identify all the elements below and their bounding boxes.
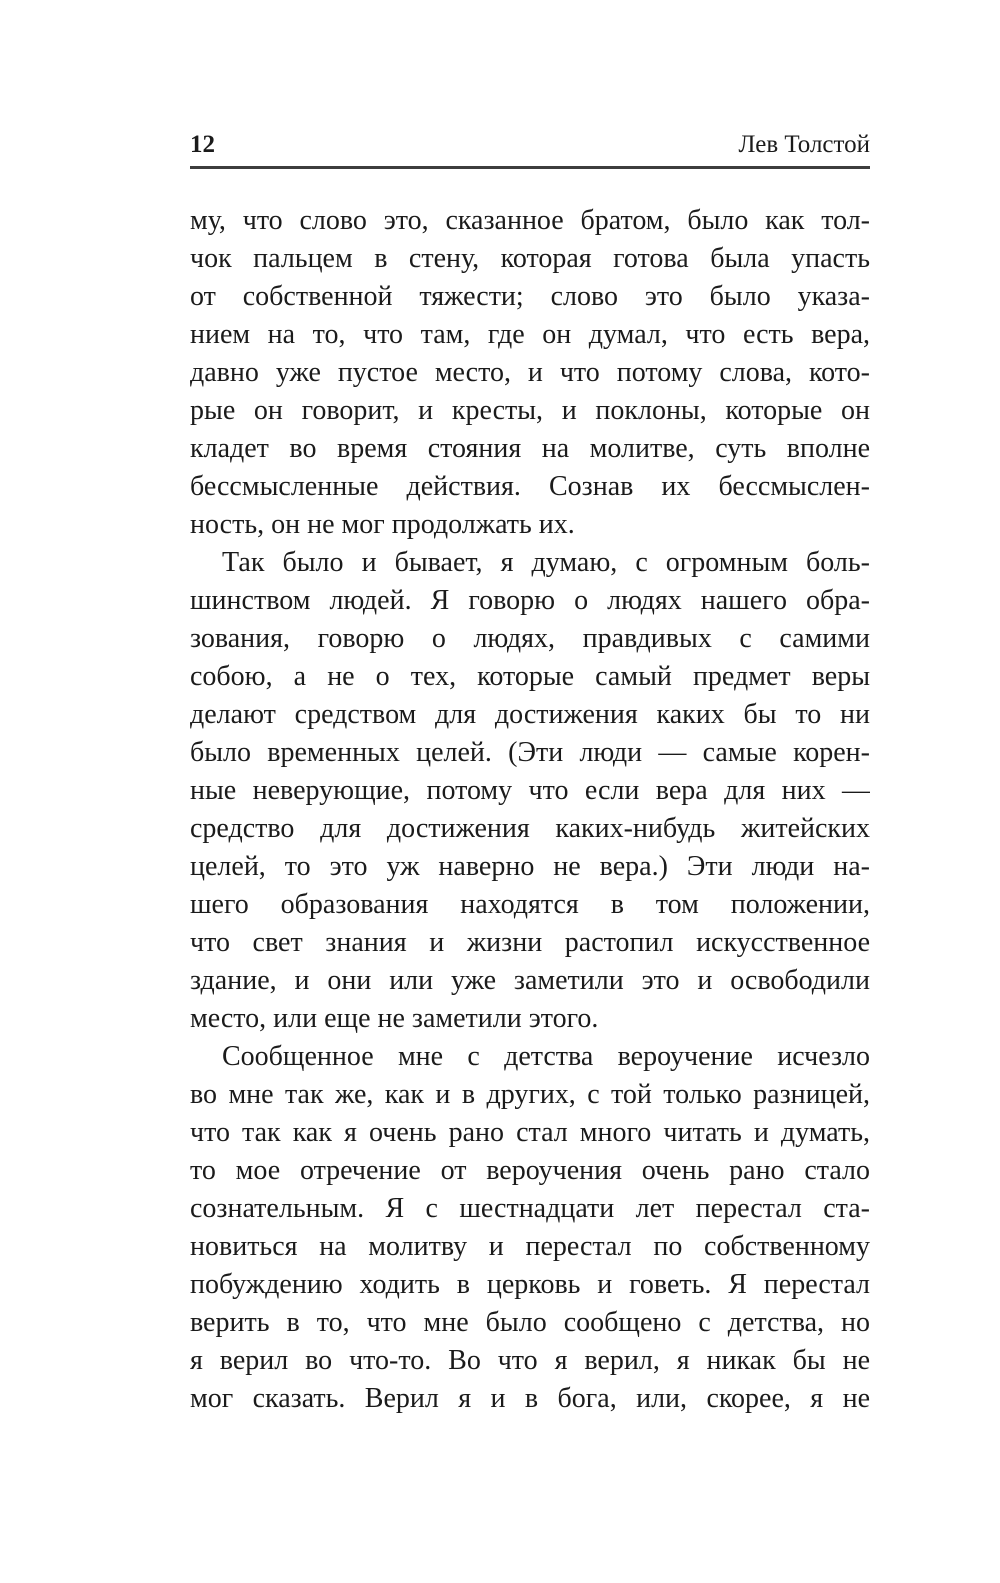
text-line: шинством людей. Я говорю о людях нашего обра-: [190, 585, 870, 616]
page-number: 12: [190, 131, 215, 158]
text-line: сознательным. Я с шестнадцати лет перестал ста-: [190, 1193, 870, 1224]
text-line: было временных целей. (Эти люди — самые корен-: [190, 737, 870, 768]
text-line: что свет знания и жизни растопил искусственное: [190, 927, 870, 958]
text-line: Сообщенное мне с детства вероучение исчезло: [222, 1041, 870, 1072]
text-line: от собственной тяжести; слово это было указа-: [190, 281, 870, 312]
text-line: кладет во время стояния на молитве, суть вполне: [190, 433, 870, 464]
text-line: я верил во что-то. Во что я верил, я никак бы не: [190, 1345, 870, 1376]
text-line: то мое отречение от вероучения очень рано стало: [190, 1155, 870, 1186]
author-name: Лев Толстой: [738, 131, 870, 158]
text-line: делают средством для достижения каких бы то ни: [190, 699, 870, 730]
paragraph-1: [190, 202, 870, 544]
text-line: нием на то, что там, где он думал, что есть вера,: [190, 319, 870, 350]
text-line: место, или еще не заметили этого.: [190, 1003, 599, 1034]
running-head: [190, 0, 870, 169]
text-line: собою, а не о тех, которые самый предмет веры: [190, 661, 870, 692]
text-line: побуждению ходить в церковь и говеть. Я перестал: [190, 1269, 870, 1300]
text-line: что так как я очень рано стал много читать и думать,: [190, 1117, 870, 1148]
text-line: ность, он не мог продолжать их.: [190, 509, 575, 540]
text-line: Так было и бывает, я думаю, с огромным боль-: [222, 547, 870, 578]
text-line: мог сказать. Верил я и в бога, или, скорее, я не: [190, 1383, 870, 1414]
paragraph-2: [190, 544, 870, 1038]
text-line: чок пальцем в стену, которая готова была упасть: [190, 243, 870, 274]
paragraph-3: [190, 1038, 870, 1418]
text-line: ные неверующие, потому что если вера для них —: [190, 775, 870, 806]
text-line: рые он говорит, и кресты, и поклоны, которые он: [190, 395, 870, 426]
text-line: здание, и они или уже заметили это и освободили: [190, 965, 870, 996]
text-line: шего образования находятся в том положении,: [190, 889, 870, 920]
text-line: во мне так же, как и в других, с той только разницей,: [190, 1079, 870, 1110]
text-line: бессмысленные действия. Сознав их бессмыслен-: [190, 471, 870, 502]
body-text: [190, 169, 870, 1418]
text-line: новиться на молитву и перестал по собственному: [190, 1231, 870, 1262]
text-line: средство для достижения каких-нибудь житейских: [190, 813, 870, 844]
text-line: му, что слово это, сказанное братом, было как тол-: [190, 205, 870, 236]
text-line: верить в то, что мне было сообщено с детства, но: [190, 1307, 870, 1338]
text-line: зования, говорю о людях, правдивых с самими: [190, 623, 870, 654]
text-line: давно уже пустое место, и что потому слова, кото-: [190, 357, 870, 388]
text-line: целей, то это уж наверно не вера.) Эти люди на-: [190, 851, 870, 882]
